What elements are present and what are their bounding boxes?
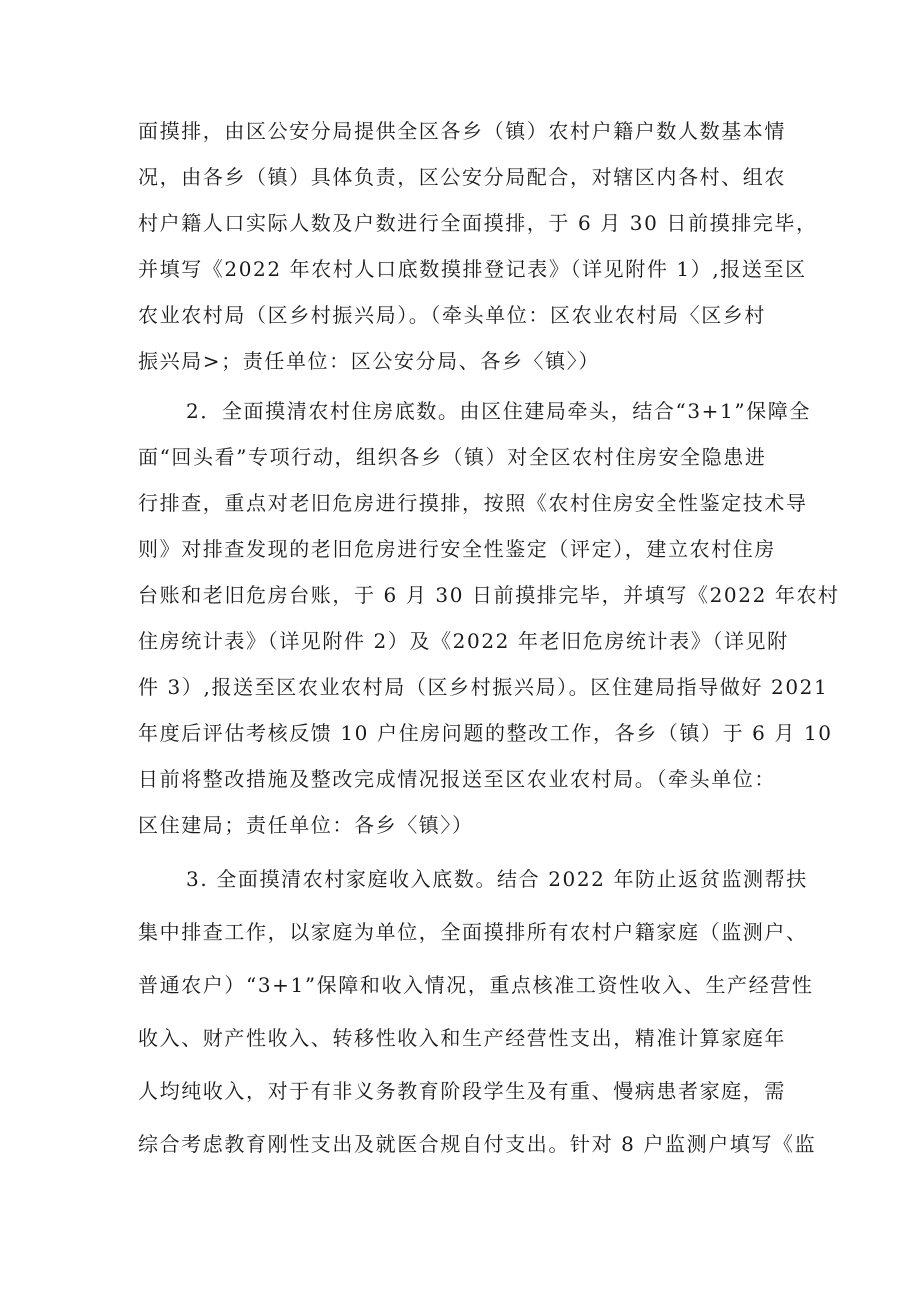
- paragraph-line: 集中排查工作，以家庭为单位，全面摸排所有农村户籍家庭（监测户、: [138, 920, 808, 944]
- paragraph-line: 农业农村局（区乡村振兴局）。（牵头单位：区农业农村局〈区乡村: [138, 303, 766, 327]
- paragraph-line: 普通农户）“3+1”保障和收入情况，重点核准工资性收入、生产经营性: [138, 973, 814, 997]
- paragraph-first-line: 2．全面摸清农村住房底数。由区住建局牵头，结合“3+1”保障全: [186, 399, 811, 423]
- paragraph-line: 收入、财产性收入、转移性收入和生产经营性支出，精准计算家庭年: [138, 1026, 786, 1050]
- paragraph-line: 则》对排查发现的老旧危房进行安全性鉴定（评定），建立农村住房: [138, 537, 776, 561]
- paragraph-line: 区住建局；责任单位：各乡〈镇〉）: [138, 813, 474, 837]
- paragraph-line: 况，由各乡（镇）具体负责，区公安分局配合，对辖区内各村、组农: [138, 165, 786, 189]
- paragraph-line: 村户籍人口实际人数及户数进行全面摸排，于 6 月 30 日前摸排完毕，: [138, 211, 818, 235]
- paragraph-line: 日前将整改措施及整改完成情况报送至区农业农村局。（牵头单位：: [138, 767, 776, 791]
- paragraph-line: 并填写《2022 年农村人口底数摸排登记表》（详见附件 1）,报送至区: [138, 257, 807, 281]
- paragraph-line: 面“回头看”专项行动，组织各乡（镇）对全区农村住房安全隐患进: [138, 445, 767, 469]
- paragraph-line: 年度后评估考核反馈 10 户住房问题的整改工作，各乡（镇）于 6 月 10: [138, 721, 833, 745]
- paragraph-line: 件 3）,报送至区农业农村局（区乡村振兴局）。区住建局指导做好 2021: [138, 675, 829, 699]
- paragraph-first-line: 3. 全面摸清农村家庭收入底数。结合 2022 年防止返贫监测帮扶: [186, 867, 808, 891]
- paragraph-line: 台账和老旧危房台账，于 6 月 30 日前摸排完毕，并填写《2022 年农村: [138, 583, 840, 607]
- paragraph-line: 人均纯收入，对于有非义务教育阶段学生及有重、慢病患者家庭，需: [138, 1079, 786, 1103]
- paragraph-line: 面摸排，由区公安分局提供全区各乡（镇）农村户籍户数人数基本情: [138, 119, 786, 143]
- paragraph-line: 行排查，重点对老旧危房进行摸排，按照《农村住房安全性鉴定技术导: [138, 491, 808, 515]
- paragraph-line: 综合考虑教育刚性支出及就医合规自付支出。针对 8 户监测户填写《监: [138, 1132, 817, 1156]
- paragraph-line: 振兴局>；责任单位：区公安分局、各乡〈镇〉）: [138, 349, 600, 373]
- paragraph-line: 住房统计表》（详见附件 2）及《2022 年老旧危房统计表》（详见附: [138, 629, 789, 653]
